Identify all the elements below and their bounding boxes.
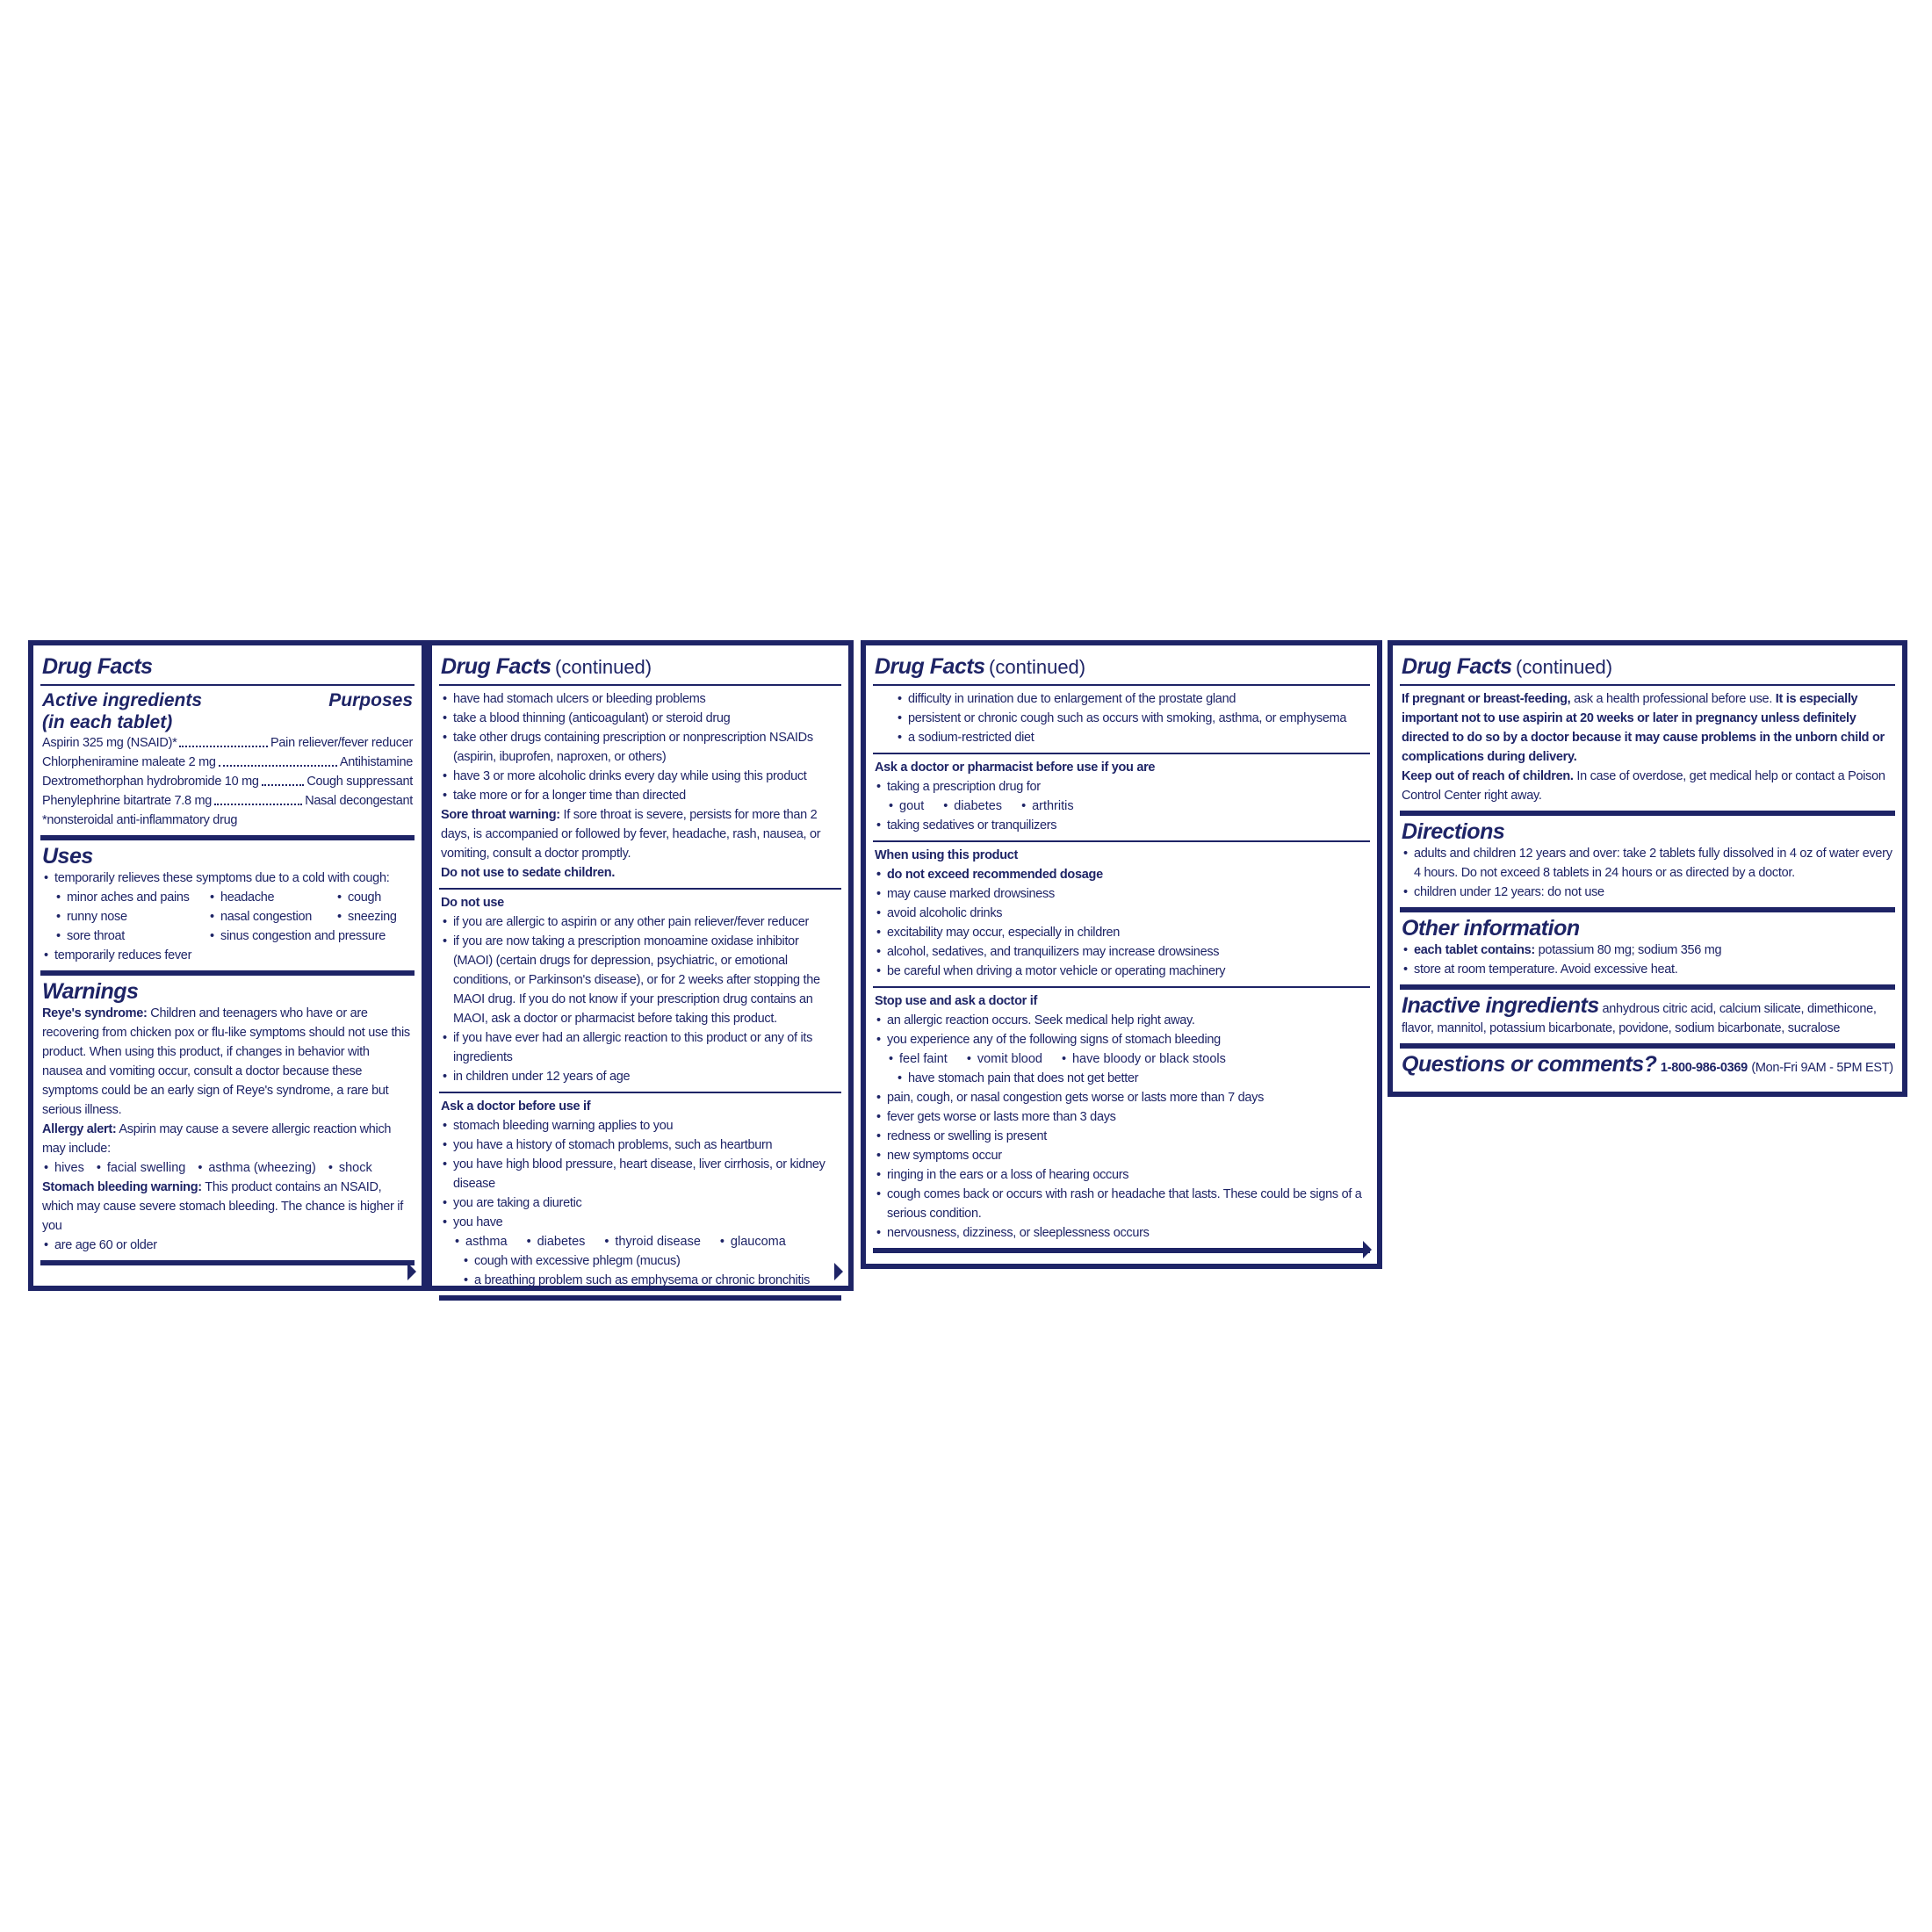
symptom-item: • runny nose: [54, 907, 208, 926]
list-item: • persistent or chronic cough such as occurs with smoking, asthma, or emphysema: [896, 709, 1368, 728]
phone-number[interactable]: 1-800-986-0369: [1660, 1061, 1748, 1075]
ask-pharmacist-heading: Ask a doctor or pharmacist before use if you are: [875, 761, 1156, 775]
symptom-item: • minor aches and pains: [54, 888, 208, 907]
list-item: • alcohol, sedatives, and tranquilizers may increase drowsiness: [875, 942, 1368, 962]
ingredient-row: Aspirin 325 mg (NSAID)* Pain reliever/fever reducer: [42, 733, 413, 753]
continued-label: (continued): [555, 656, 652, 678]
panel-title: Drug Facts: [1402, 654, 1512, 679]
list-item: • nervousness, dizziness, or sleeplessness occurs: [875, 1223, 1368, 1243]
list-item: • pain, cough, or nasal congestion gets worse or lasts more than 7 days: [875, 1088, 1368, 1107]
panel-title: Drug Facts: [42, 654, 153, 679]
sedate-warning: Do not use to sedate children.: [441, 866, 616, 880]
list-item: • ringing in the ears or a loss of hearing occurs: [875, 1165, 1368, 1185]
allergy-alert: Allergy alert: Aspirin may cause a severe allergic reaction which may include:: [42, 1122, 392, 1156]
symptom-item: • cough: [335, 888, 406, 907]
list-item: • have had stomach ulcers or bleeding problems: [441, 689, 840, 709]
active-ingredients-heading: Active ingredients: [42, 690, 203, 710]
list-item: • you experience any of the following signs of stomach bleeding: [875, 1030, 1368, 1049]
continue-arrow-icon: [834, 1263, 843, 1280]
ask-doctor-section: [439, 1093, 841, 1301]
list-item: • cough comes back or occurs with rash or headache that lasts. These could be signs of a serious condition.: [875, 1185, 1368, 1223]
list-item: • if you are allergic to aspirin or any other pain reliever/fever reducer: [441, 912, 840, 932]
list-item: • a breathing problem such as emphysema or chronic bronchitis: [462, 1271, 840, 1290]
list-item: • excitability may occur, especially in children: [875, 923, 1368, 942]
list-item: • cough with excessive phlegm (mucus): [462, 1251, 840, 1271]
panel-header: [1400, 651, 1895, 686]
inactive-ingredients-heading: Inactive ingredients: [1402, 993, 1599, 1018]
list-item: • each tablet contains: potassium 80 mg; sodium 356 mg: [1402, 941, 1893, 960]
uses-heading: Uses: [42, 844, 93, 869]
panel-header: [439, 651, 841, 686]
list-item: • an allergic reaction occurs. Seek medical help right away.: [875, 1011, 1368, 1030]
stop-use-section: [873, 988, 1370, 1253]
ask-doctor-heading: Ask a doctor before use if: [441, 1099, 591, 1114]
conditions-list: • asthma • diabetes • thyroid disease • glaucoma: [441, 1232, 840, 1251]
allergy-items: • hives • facial swelling • asthma (wheezing) • shock: [42, 1158, 413, 1178]
list-item: • have 3 or more alcoholic drinks every day while using this product: [441, 767, 840, 786]
ingredient-row: Chlorpheniramine maleate 2 mg Antihistamine: [42, 753, 413, 772]
panel-title: Drug Facts: [875, 654, 985, 679]
list-item: • children under 12 years: do not use: [1402, 883, 1893, 902]
list-item: • take a blood thinning (anticoagulant) or steroid drug: [441, 709, 840, 728]
stomach-bleeding-continued: [439, 686, 841, 890]
inactive-ingredients-text: anhydrous citric acid, calcium silicate, dimethicone, flavor, mannitol, potassium bicarbonate, povidone, sodium bicarbonate, sucralose: [1402, 1002, 1877, 1035]
continued-label: (continued): [1516, 656, 1613, 678]
symptom-item: • nasal congestion: [208, 907, 335, 926]
pregnancy-warning: If pregnant or breast-feeding, ask a health professional before use. It is especially important not to use aspirin at 20 weeks or later in pregnancy unless definitely directed to do so by a doctor because it may cause problems in the unborn child or complications during delivery.: [1402, 692, 1885, 764]
list-item: • if you have ever had an allergic reaction to this product or any of its ingredients: [441, 1028, 840, 1067]
panel-header: [40, 651, 415, 686]
continue-arrow-icon: [1363, 1241, 1372, 1258]
warnings-heading: Warnings: [42, 979, 139, 1004]
list-item: • difficulty in urination due to enlargement of the prostate gland: [896, 689, 1368, 709]
list-item: • may cause marked drowsiness: [875, 884, 1368, 904]
list-item: • taking a prescription drug for: [875, 777, 1368, 797]
uses-last: • temporarily reduces fever: [42, 946, 413, 965]
conditions-continued: [873, 686, 1370, 754]
sore-throat-warning: Sore throat warning: If sore throat is severe, persists for more than 2 days, is accompanied or followed by fever, headache, rash, nausea, or vomiting, consult a doctor promptly.: [441, 808, 821, 861]
drug-facts-panel-2: [427, 640, 854, 1291]
questions-heading: Questions or comments?: [1402, 1052, 1657, 1077]
inactive-ingredients-section: [1400, 990, 1895, 1049]
bleeding-signs: • feel faint • vomit blood • have bloody or black stools: [875, 1049, 1368, 1069]
list-item: • take more or for a longer time than directed: [441, 786, 840, 805]
list-item: • stomach bleeding warning applies to you: [441, 1116, 840, 1135]
list-item: • you are taking a diuretic: [441, 1193, 840, 1213]
do-not-use-section: [439, 890, 841, 1093]
continued-label: (continued): [989, 656, 1086, 678]
continue-arrow-icon: [407, 1263, 416, 1280]
list-item: • redness or swelling is present: [875, 1127, 1368, 1146]
list-item: • you have high blood pressure, heart disease, liver cirrhosis, or kidney disease: [441, 1155, 840, 1193]
do-not-use-heading: Do not use: [441, 896, 504, 910]
list-item: • you have a history of stomach problems, such as heartburn: [441, 1135, 840, 1155]
symptom-item: • sinus congestion and pressure: [208, 926, 406, 946]
stomach-bleeding-warning: Stomach bleeding warning: This product contains an NSAID, which may cause severe stomach bleeding. The chance is higher if you: [42, 1180, 403, 1233]
list-item: • be careful when driving a motor vehicle or operating machinery: [875, 962, 1368, 981]
pregnancy-section: [1400, 686, 1895, 816]
keep-out-of-reach: Keep out of reach of children. In case of overdose, get medical help or contact a Poison Control Center right away.: [1402, 769, 1885, 803]
list-item: • avoid alcoholic drinks: [875, 904, 1368, 923]
list-item: • a sodium-restricted diet: [896, 728, 1368, 747]
panel-header: [873, 651, 1370, 686]
uses-intro: • temporarily relieves these symptoms due to a cold with cough:: [42, 869, 413, 888]
nsaid-footnote: *nonsteroidal anti-inflammatory drug: [42, 813, 238, 827]
questions-section: [1400, 1049, 1895, 1083]
list-item: • take other drugs containing prescription or nonprescription NSAIDs (aspirin, ibuprofen, naproxen, or others): [441, 728, 840, 767]
drug-facts-panel-4: [1388, 640, 1907, 1097]
other-information-heading: Other information: [1402, 916, 1580, 941]
ask-sub-list: • gout • diabetes • arthritis: [875, 797, 1368, 816]
directions-section: [1400, 816, 1895, 912]
reye-warning: Reye's syndrome: Children and teenagers who have or are recovering from chicken pox or flu-like symptoms should not use this product. When using this product, if changes in behavior with nausea and vomiting occur, consult a doctor because these symptoms could be an early sign of Reye's syndrome, a rare but serious illness.: [42, 1006, 410, 1117]
uses-section: [40, 840, 415, 976]
stomach-item: • are age 60 or older: [42, 1236, 413, 1255]
active-ingredients-section: [40, 686, 415, 840]
list-item: • new symptoms occur: [875, 1146, 1368, 1165]
list-item: • if you are now taking a prescription monoamine oxidase inhibitor (MAOI) (certain drugs for depression, psychiatric, or emotional conditions, or Parkinson's disease), or for 2 weeks after stopping the MAOI drug. If you do not know if your prescription drug contains an MAOI, ask a doctor or pharmacist before taking this product.: [441, 932, 840, 1028]
symptoms-list: [42, 888, 413, 946]
drug-facts-panel-1: [28, 640, 427, 1291]
active-ingredients-subheading: (in each tablet): [42, 712, 173, 732]
drug-facts-panel-3: [861, 640, 1382, 1269]
panel-title: Drug Facts: [441, 654, 551, 679]
list-item: • store at room temperature. Avoid excessive heat.: [1402, 960, 1893, 979]
symptom-item: • headache: [208, 888, 335, 907]
other-information-section: [1400, 912, 1895, 990]
when-using-heading: When using this product: [875, 848, 1019, 862]
symptom-item: • sneezing: [335, 907, 406, 926]
list-item: • adults and children 12 years and over: take 2 tablets fully dissolved in 4 oz of water every 4 hours. Do not exceed 8 tablets in 24 hours or as directed by a doctor.: [1402, 844, 1893, 883]
symptom-item: • sore throat: [54, 926, 208, 946]
when-using-section: [873, 842, 1370, 988]
list-item: • you have: [441, 1213, 840, 1232]
hours-label: (Mon-Fri 9AM - 5PM EST): [1751, 1061, 1893, 1075]
purposes-heading: Purposes: [328, 690, 413, 710]
ingredient-row: Phenylephrine bitartrate 7.8 mg Nasal decongestant: [42, 791, 413, 811]
list-item: • have stomach pain that does not get better: [896, 1069, 1368, 1088]
ask-pharmacist-section: [873, 754, 1370, 842]
list-item: • fever gets worse or lasts more than 3 days: [875, 1107, 1368, 1127]
stop-use-heading: Stop use and ask a doctor if: [875, 994, 1037, 1008]
list-item: • do not exceed recommended dosage: [875, 865, 1368, 884]
warnings-section: [40, 976, 415, 1265]
directions-heading: Directions: [1402, 819, 1505, 844]
ingredient-row: Dextromethorphan hydrobromide 10 mg Cough suppressant: [42, 772, 413, 791]
list-item: • taking sedatives or tranquilizers: [875, 816, 1368, 835]
list-item: • in children under 12 years of age: [441, 1067, 840, 1086]
